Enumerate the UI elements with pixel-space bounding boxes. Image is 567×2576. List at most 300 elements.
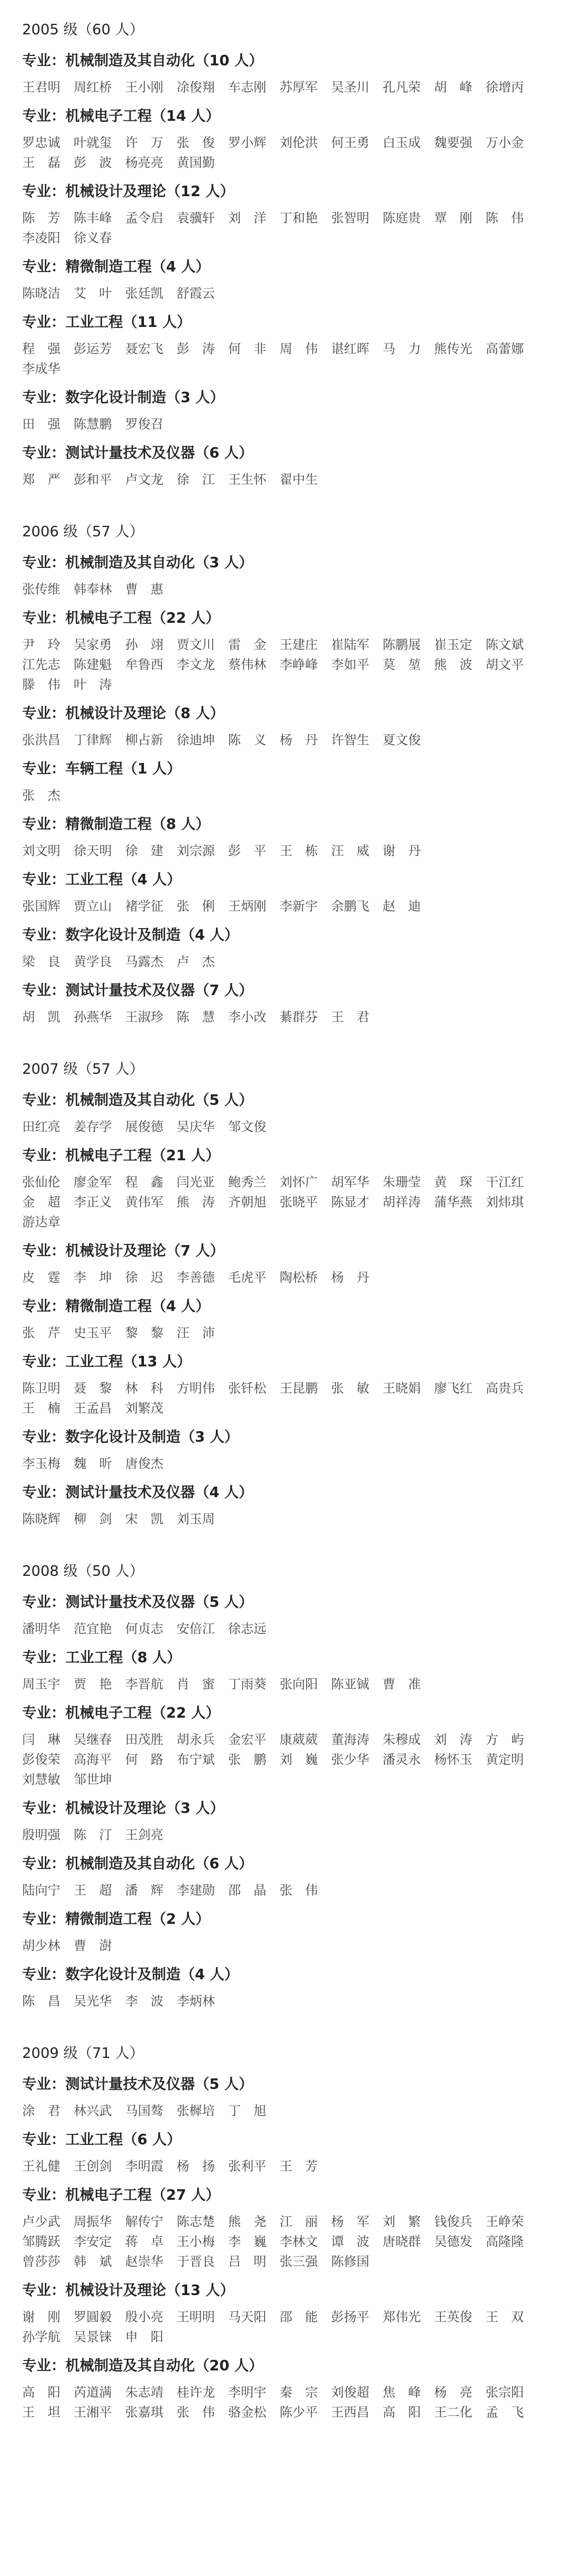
student-name: 王 坦 [22,2405,60,2420]
student-name: 许智生 [331,733,369,747]
name-list [22,2307,550,2347]
student-name: 陈 芳 [22,211,60,226]
student-name: 刘俊超 [331,2385,369,2400]
student-name: 周红桥 [74,80,112,95]
student-name: 安倍江 [177,1622,215,1636]
student-name: 高隆隆 [486,2235,524,2249]
student-name: 舒霞云 [177,286,215,301]
student-name: 桂许龙 [177,2385,215,2400]
student-name: 李文龙 [177,658,215,672]
student-name: 高 阳 [383,2405,421,2420]
student-name: 邹世坤 [74,1773,112,1787]
student-name: 高海平 [74,1753,112,1767]
student-name: 张 伟 [280,1883,318,1898]
student-name: 林 科 [125,1381,163,1396]
name-list [22,635,550,695]
student-name: 张 敏 [331,1381,369,1396]
student-name: 马国骜 [125,2104,163,2118]
student-name: 艾 叶 [74,286,112,301]
student-name: 张樨培 [177,2104,215,2118]
student-name: 雷 金 [228,638,266,652]
student-name: 田红亮 [22,1120,60,1134]
student-name: 杨 亮 [434,2385,472,2400]
major-heading: 专业：机械制造及其自动化（20 人） [22,2358,264,2374]
name-list [22,1323,550,1343]
student-name: 朱穆成 [383,1733,421,1747]
major-heading: 专业：机械电子工程（22 人） [22,610,220,627]
student-name: 孙学航 [22,2330,60,2344]
student-name: 朱珊莹 [383,1175,421,1190]
student-name: 干江红 [486,1175,524,1190]
student-name: 韩奉林 [74,582,112,597]
student-name: 张向阳 [280,1677,318,1692]
student-name: 彭 平 [228,844,266,858]
major-heading: 专业：工业工程（6 人） [22,2132,182,2148]
student-name: 郑伟光 [383,2310,421,2324]
student-name: 方明伟 [177,1381,215,1396]
student-name: 程 强 [22,342,60,356]
year-heading: 2006 级（57 人） [22,524,144,540]
major-heading: 专业：机械制造及其自动化（6 人） [22,1856,254,1872]
major-heading: 专业：数字化设计及制造（3 人） [22,1429,239,1446]
student-name: 蔡伟林 [228,658,266,672]
student-name: 曹 准 [383,1677,421,1692]
student-name: 刘伦洪 [280,136,318,150]
student-name: 邹腾跃 [22,2235,60,2249]
student-name: 陈亚铖 [331,1677,369,1692]
major-heading: 专业：精微制造工程（4 人） [22,259,210,275]
student-name: 李晋航 [125,1677,163,1692]
student-name: 丁律辉 [74,733,112,747]
student-name: 芮道满 [74,2385,112,2400]
student-name: 骆金松 [228,2405,266,2420]
student-name: 鲍秀兰 [228,1175,266,1190]
major-heading: 专业：工业工程（11 人） [22,314,192,331]
student-name: 潘 辉 [125,1883,163,1898]
student-name: 吴景铼 [74,2330,112,2344]
student-name: 于晋良 [177,2255,215,2269]
major-heading: 专业：工业工程（4 人） [22,872,182,888]
year-heading: 2005 级（60 人） [22,22,144,38]
major-heading: 专业：工业工程（13 人） [22,1354,192,1370]
name-list [22,730,550,750]
student-name: 陈卫明 [22,1381,60,1396]
major-heading: 专业：数字化设计及制造（4 人） [22,1966,239,1983]
student-name: 张嘉琪 [125,2405,163,2420]
student-name: 皮 霆 [22,1271,60,1285]
name-list [22,414,550,434]
student-name: 卢文龙 [125,473,163,487]
student-name: 李成华 [22,362,60,376]
student-name: 翟中生 [280,473,318,487]
student-name: 李 巍 [228,2235,266,2249]
major-heading: 专业：机械制造及其自动化（3 人） [22,555,254,571]
student-name: 李安定 [74,2235,112,2249]
name-list [22,1936,550,1956]
name-list [22,1117,550,1137]
student-name: 王剑亮 [125,1828,163,1842]
student-name: 梁 良 [22,955,60,969]
student-name: 黄学良 [74,955,112,969]
student-name: 杨 扬 [177,2159,215,2174]
name-list [22,2383,550,2423]
student-name: 金 超 [22,1195,60,1210]
student-name: 王建庄 [280,638,318,652]
student-name: 黄国勤 [177,156,215,170]
student-name: 高贵兵 [486,1381,524,1396]
student-name: 李 坤 [74,1271,112,1285]
student-name: 宋 凯 [125,1512,163,1527]
student-name: 李林文 [280,2235,318,2249]
student-name: 谢 刚 [22,2310,60,2324]
student-name: 陈鹏展 [383,638,421,652]
name-list [22,2101,550,2121]
student-name: 陈丰峰 [74,211,112,226]
student-name: 周玉宇 [22,1677,60,1692]
name-list [22,1379,550,1418]
name-list [22,208,550,248]
student-name: 李凌阳 [22,231,60,245]
student-name: 谌红晖 [331,342,369,356]
student-name: 卢少武 [22,2215,60,2229]
major-heading: 专业：机械电子工程（27 人） [22,2187,220,2204]
student-name: 陆向宁 [22,1883,60,1898]
student-name: 李炳林 [177,1994,215,2009]
student-name: 徐 建 [125,844,163,858]
name-list [22,2157,550,2176]
student-name: 李正义 [74,1195,112,1210]
student-name: 何 非 [228,342,266,356]
major-heading: 专业：测试计量技术及仪器（7 人） [22,982,254,999]
student-name: 马 力 [383,342,421,356]
major-heading: 专业：机械设计及理论（8 人） [22,705,225,722]
student-name: 胡军华 [331,1175,369,1190]
name-list [22,786,550,806]
student-name: 苏厚军 [280,80,318,95]
student-name: 张国辉 [22,899,60,914]
student-name: 王孟昌 [74,1401,112,1416]
student-name: 胡少林 [22,1939,60,1953]
major-heading: 专业：精微制造工程（4 人） [22,1298,210,1315]
major-heading: 专业：数字化设计及制造（4 人） [22,927,239,944]
student-name: 陈 义 [228,733,266,747]
student-name: 谭 波 [331,2235,369,2249]
student-name: 陈修国 [331,2255,369,2269]
major-heading: 专业：机械设计及理论（12 人） [22,183,235,200]
name-list [22,1674,550,1694]
name-list [22,1172,550,1232]
student-name: 田 强 [22,417,60,432]
student-name: 刘 巍 [280,1753,318,1767]
student-name: 廖金军 [74,1175,112,1190]
name-list [22,841,550,861]
student-name: 刘 涛 [434,1733,472,1747]
student-name: 王 磊 [22,156,60,170]
student-name: 秦 宗 [280,2385,318,2400]
student-name: 罗忠诚 [22,136,60,150]
student-name: 孔凡荣 [383,80,421,95]
student-name: 彭和平 [74,473,112,487]
major-heading: 专业：机械制造及其自动化（5 人） [22,1092,254,1109]
student-name: 杨 丹 [331,1271,369,1285]
student-name: 孙 翊 [125,638,163,652]
student-name: 唐晓群 [383,2235,421,2249]
student-name: 张廷凯 [125,286,163,301]
student-name: 殷小亮 [125,2310,163,2324]
student-name: 许 万 [125,136,163,150]
student-name: 李明霞 [125,2159,163,2174]
name-list [22,78,550,98]
year-heading: 2008 级（50 人） [22,1563,144,1580]
student-name: 马天阳 [228,2310,266,2324]
student-name: 钱俊兵 [434,2215,472,2229]
student-name: 吕 明 [228,2255,266,2269]
student-name: 闫 琳 [22,1733,60,1747]
student-name: 胡 峰 [434,80,472,95]
student-name: 汪 沛 [177,1326,215,1340]
student-name: 朱志靖 [125,2385,163,2400]
student-name: 高 阳 [22,2385,60,2400]
student-name: 江 丽 [280,2215,318,2229]
name-list [22,284,550,304]
student-name: 赵 迪 [383,899,421,914]
student-name: 罗圓毅 [74,2310,112,2324]
student-name: 徐迪坤 [177,733,215,747]
student-name: 徐 迟 [125,1271,163,1285]
major-heading: 专业：机械设计及理论（13 人） [22,2282,235,2299]
major-heading: 专业：车辆工程（1 人） [22,761,182,777]
student-name: 綦群芬 [280,1010,318,1025]
name-list [22,2212,550,2272]
name-list [22,952,550,972]
student-name: 马露杰 [125,955,163,969]
student-name: 王炳刚 [228,899,266,914]
student-name: 王二化 [434,2405,472,2420]
student-name: 贾立山 [74,899,112,914]
student-name: 彭 波 [74,156,112,170]
student-name: 聂 黎 [74,1381,112,1396]
student-name: 叶 涛 [74,678,112,692]
name-list [22,1730,550,1790]
name-list [22,1825,550,1845]
student-name: 莫 堃 [383,658,421,672]
major-heading: 专业：机械电子工程（14 人） [22,108,220,125]
student-name: 卢 杰 [177,955,215,969]
student-name: 齐朝旭 [228,1195,266,1210]
student-name: 廖飞红 [434,1381,472,1396]
name-list [22,897,550,916]
student-name: 韩 斌 [74,2255,112,2269]
name-list [22,1619,550,1639]
student-name: 林兴武 [74,2104,112,2118]
student-name: 孟令启 [125,211,163,226]
student-name: 吴圣川 [331,80,369,95]
student-name: 崔玉定 [434,638,472,652]
student-name: 王英俊 [434,2310,472,2324]
student-name: 魏 昕 [74,1457,112,1471]
student-name: 罗俊召 [125,417,163,432]
student-name: 滕 伟 [22,678,60,692]
student-name: 王西昌 [331,2405,369,2420]
student-name: 姜存学 [74,1120,112,1134]
student-name: 汪 威 [331,844,369,858]
student-name: 张少华 [331,1753,369,1767]
student-name: 李如平 [331,658,369,672]
name-list [22,1991,550,2011]
name-list [22,339,550,379]
student-name: 陈显才 [331,1195,369,1210]
student-name: 凃俊翔 [177,80,215,95]
student-name: 杨怀玉 [434,1753,472,1767]
student-name: 王礼健 [22,2159,60,2174]
student-name: 万小金 [486,136,524,150]
major-heading: 专业：数字化设计制造（3 人） [22,390,225,406]
student-name: 吴光华 [74,1994,112,2009]
student-name: 袁骥轩 [177,211,215,226]
student-name: 游达章 [22,1215,60,1230]
student-name: 丁和艳 [280,211,318,226]
student-name: 柳 剑 [74,1512,112,1527]
student-name: 黄 琛 [434,1175,472,1190]
major-heading: 专业：机械电子工程（22 人） [22,1705,220,1722]
student-name: 张钎松 [228,1381,266,1396]
student-name: 王 楠 [22,1401,60,1416]
student-name: 徐增丙 [486,80,524,95]
student-name: 王昆鹏 [280,1381,318,1396]
student-name: 陈建魁 [74,658,112,672]
student-name: 熊 涛 [177,1195,215,1210]
student-name: 唐俊杰 [125,1457,163,1471]
student-name: 周 伟 [280,342,318,356]
student-name: 李新宇 [280,899,318,914]
student-name: 彭俊荣 [22,1753,60,1767]
student-name: 王 芳 [280,2159,318,2174]
student-name: 聂宏飞 [125,342,163,356]
student-name: 李明宇 [228,2385,266,2400]
student-name: 吴德发 [434,2235,472,2249]
student-name: 魏要强 [434,136,472,150]
student-name: 布宁斌 [177,1753,215,1767]
major-heading: 专业：测试计量技术及仪器（6 人） [22,445,254,462]
student-name: 张 俐 [177,899,215,914]
major-heading: 专业：测试计量技术及仪器（5 人） [22,1594,254,1611]
student-name: 蒋 卓 [125,2235,163,2249]
student-name: 陈志楚 [177,2215,215,2229]
student-name: 吴庆华 [177,1120,215,1134]
student-name: 刘炜琪 [486,1195,524,1210]
student-name: 余鹏飞 [331,899,369,914]
student-name: 何贞志 [125,1622,163,1636]
student-name: 肖 蜜 [177,1677,215,1692]
year-heading: 2007 级（57 人） [22,1061,144,1078]
student-name: 陈少平 [280,2405,318,2420]
student-name: 李峥峰 [280,658,318,672]
student-name: 彭运芳 [74,342,112,356]
student-name: 王君明 [22,80,60,95]
student-name: 李小改 [228,1010,266,1025]
student-name: 潘明华 [22,1622,60,1636]
student-name: 牟鲁西 [125,658,163,672]
student-name: 胡永兵 [177,1733,215,1747]
student-name: 陶松桥 [280,1271,318,1285]
student-name: 张传维 [22,582,60,597]
student-name: 胡文平 [486,658,524,672]
student-name: 陈 汀 [74,1828,112,1842]
student-name: 徐义春 [74,231,112,245]
student-name: 贾 艳 [74,1677,112,1692]
student-name: 张 芹 [22,1326,60,1340]
student-name: 曹 惠 [125,582,163,597]
student-name: 毛虎平 [228,1271,266,1285]
student-name: 何王勇 [331,136,369,150]
student-name: 潘灵永 [383,1753,421,1767]
student-name: 覃 刚 [434,211,472,226]
student-name: 尹 玲 [22,638,60,652]
student-name: 徐 江 [177,473,215,487]
student-name: 王 栋 [280,844,318,858]
student-name: 方 屿 [486,1733,524,1747]
student-name: 李建勋 [177,1883,215,1898]
name-list [22,133,550,173]
student-name: 王小梅 [177,2235,215,2249]
student-name: 刘怀广 [280,1175,318,1190]
student-name: 周振华 [74,2215,112,2229]
major-heading: 专业：测试计量技术及仪器（5 人） [22,2076,254,2093]
student-name: 熊 尧 [228,2215,266,2229]
student-name: 展俊德 [125,1120,163,1134]
major-heading: 专业：机械电子工程（21 人） [22,1148,220,1164]
student-name: 陈慧鹏 [74,417,112,432]
student-name: 何 路 [125,1753,163,1767]
student-name: 胡祥涛 [383,1195,421,1210]
major-heading: 专业：工业工程（8 人） [22,1650,182,1666]
student-name: 申 阳 [125,2330,163,2344]
student-name: 车志刚 [228,80,266,95]
student-name: 罗小辉 [228,136,266,150]
student-name: 刘玉周 [177,1512,215,1527]
student-name: 白玉成 [383,136,421,150]
student-name: 叶就玺 [74,136,112,150]
student-name: 陈庭贵 [383,211,421,226]
student-name: 刘文明 [22,844,60,858]
student-name: 王小刚 [125,80,163,95]
student-name: 张 杰 [22,788,60,803]
student-name: 邹文俊 [228,1120,266,1134]
name-list [22,1454,550,1474]
student-name: 董海涛 [331,1733,369,1747]
student-name: 陈文斌 [486,638,524,652]
student-name: 黄伟军 [125,1195,163,1210]
student-name: 李玉梅 [22,1457,60,1471]
student-name: 张 鹏 [228,1753,266,1767]
student-name: 曾莎莎 [22,2255,60,2269]
student-name: 邵 晶 [228,1883,266,1898]
student-name: 闫光亚 [177,1175,215,1190]
student-name: 程 鑫 [125,1175,163,1190]
student-name: 王创剑 [74,2159,112,2174]
student-name: 曹 澍 [74,1939,112,1953]
name-list [22,1007,550,1027]
major-heading: 专业：测试计量技术及仪器（4 人） [22,1484,254,1501]
student-name: 郑 严 [22,473,60,487]
student-name: 邵 能 [280,2310,318,2324]
name-list [22,1509,550,1529]
student-name: 谢 丹 [383,844,421,858]
student-name: 陈晓洁 [22,286,60,301]
student-name: 陈 慧 [177,1010,215,1025]
student-name: 王淑珍 [125,1010,163,1025]
student-name: 张三强 [280,2255,318,2269]
